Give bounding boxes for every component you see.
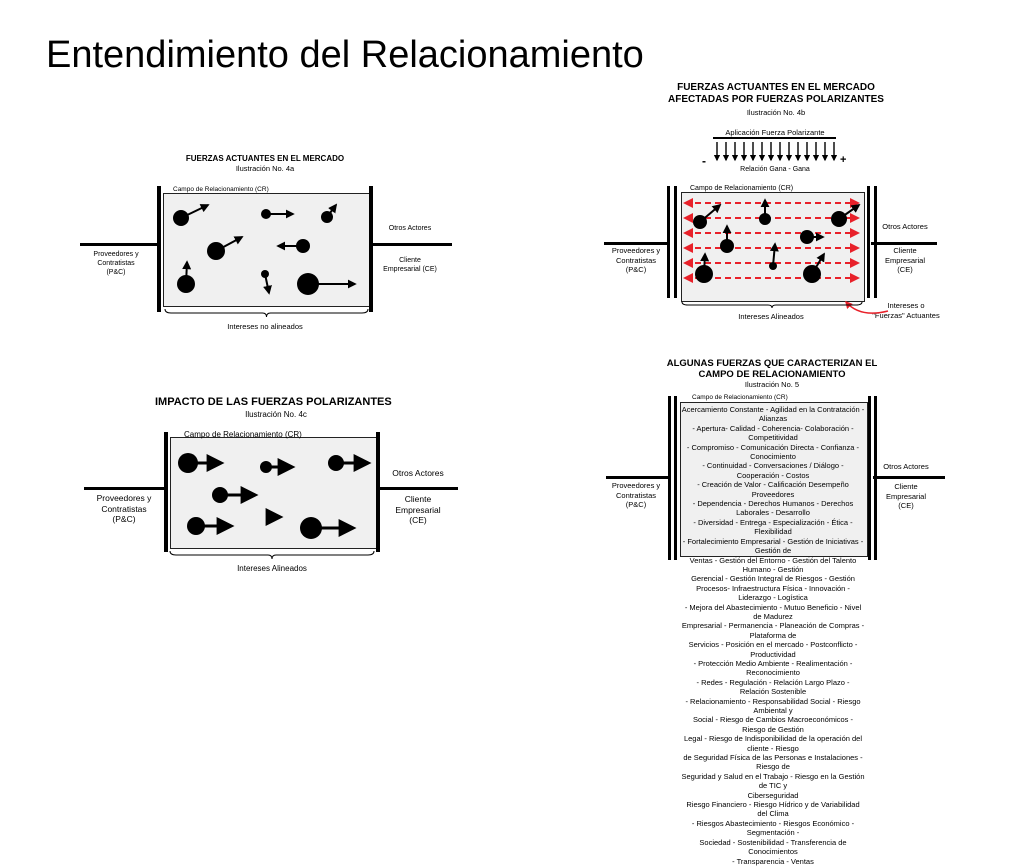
panel-5-title-line1: ALGUNAS FUERZAS QUE CARACTERIZAN EL (666, 358, 878, 369)
forces-line: Acercamiento Constante - Agilidad en la Contratación - Alianzas (681, 405, 865, 424)
panel-4b-minus: - (702, 154, 706, 168)
callout-line: "Fuerzas" Actuantes (872, 310, 940, 320)
panel-4b-field-label: Campo de Relacionamiento (CR) (690, 185, 794, 192)
right-actor-line: Empresarial (395, 504, 441, 515)
callout-arrow (846, 302, 888, 313)
panel-4c-field-label: Campo de Relacionamiento (CR) (184, 430, 302, 439)
right-actor-line: Empresarial (CE) (383, 266, 437, 273)
forces-line: Social - Riesgo de Cambios Macroeconómicos - Riesgo de Gestión (692, 715, 854, 734)
panel-4a-right-actor-top: Otros Actores (388, 225, 432, 232)
page-title: Entendimiento del Relacionamiento (46, 34, 644, 76)
brace (165, 309, 368, 317)
brace (682, 302, 862, 308)
forces-line: Servicios - Posición en el mercado - Postconflicto - Productividad (688, 640, 858, 659)
panel-4c-right-actor-top: Otros Actores (392, 468, 444, 478)
forces-line: Gerencial - Gestión Integral de Riesgos - Gestión (691, 574, 855, 584)
panel-4b-brace-label: Intereses Alineados (738, 312, 804, 321)
panel-5-field-label: Campo de Relacionamiento (CR) (692, 394, 788, 401)
panel-4b-title-line1: FUERZAS ACTUANTES EN EL MERCADO (677, 82, 875, 93)
panel-4c-brace-label: Intereses Alineados (237, 564, 307, 573)
panel-4b-title-line2: AFECTADAS POR FUERZAS POLARIZANTES (668, 94, 884, 105)
panel-4b-forces (685, 138, 888, 313)
forces-line: Procesos- Infraestructura Física - Innovación - Liderazgo - Logística (696, 583, 850, 603)
right-actor-line: Empresarial (885, 491, 927, 501)
left-actor-line: (P&C) (112, 514, 136, 524)
forces-line: - Riesgos Abastecimiento - Riesgos Económico - Segmentación - (691, 818, 855, 838)
panel-4c-title: IMPACTO DE LAS FUERZAS POLARIZANTES (155, 396, 392, 408)
panel-5-subtitle: Ilustración No. 5 (744, 380, 800, 389)
right-actor-line: Cliente (399, 257, 421, 264)
panel-4a-subtitle: Ilustración No. 4a (235, 164, 295, 173)
right-actor-line: Cliente (893, 246, 917, 255)
panel-4a-title: FUERZAS ACTUANTES EN EL MERCADO (185, 154, 345, 163)
forces-line: - Continuidad - Conversaciones / Diálogo - Cooperación - Costos (702, 461, 844, 480)
forces-line: - Compromiso - Comunicación Directa - Confianza - Conocimiento (686, 442, 860, 462)
panel-5-title-line2: CAMPO DE RELACIONAMIENTO (698, 369, 846, 380)
panel-4b-win-label: Relación Gana - Gana (740, 166, 810, 173)
forces-line: Ventas - Gestión del Entorno - Gestión del Talento Humano - Gestión (689, 555, 857, 574)
left-actor-line: Contratistas (615, 255, 657, 265)
panel-4b-right-actor-top: Otros Actores (882, 222, 928, 231)
forces-line: Empresarial - Permanencia - Planeación de Compras - Plataforma de (681, 621, 865, 640)
panel-4b-plus: + (840, 154, 847, 166)
force-arrow (704, 254, 705, 274)
panel-4a-forces (173, 205, 355, 295)
left-actor-line: (P&C) (106, 269, 126, 276)
brace (170, 551, 374, 559)
panel-4b-polar-label: Aplicación Fuerza Polarizante (725, 128, 825, 137)
forces-line: - Relacionamiento - Responsabilidad Social - Riesgo Ambiental y (685, 696, 861, 715)
right-actor-line: (CE) (897, 265, 913, 274)
left-actor-line: Proveedores y (611, 481, 661, 490)
forces-line: - Creación de Valor - Calificación Desempeño Proveedores (697, 480, 849, 499)
force-arrow (186, 262, 187, 284)
panel-4c-subtitle: Ilustración No. 4c (245, 410, 307, 419)
forces-line: Legal - Riesgo de Indisponibilidad de la operación del cliente - Riesgo (683, 734, 863, 753)
forces-line: - Dependencia - Derechos Humanos - Derechos Laborales - Desarrollo (692, 499, 854, 518)
forces-line: Riesgo Financiero - Riesgo Hídrico y de Variabilidad del Clima (686, 800, 860, 819)
panel-4c-forces (178, 453, 368, 539)
panel-5-right-actor-top: Otros Actores (883, 462, 929, 471)
forces-line: - Redes - Regulación - Relación Largo Plazo - Relación Sostenible (696, 677, 850, 697)
left-actor-line: Proveedores y (96, 493, 152, 503)
forces-line: - Apertura- Calidad - Coherencia- Colaboración - Competitividad (692, 423, 854, 443)
left-actor-line: Contratistas (615, 490, 657, 500)
right-actor-line: Cliente (404, 494, 432, 504)
forces-line: - Protección Medio Ambiente - Realimentación - Reconocimiento (693, 658, 853, 678)
forces-line: - Mejora del Abastecimiento - Mutuo Beneficio - Nivel de Madurez (684, 602, 862, 621)
forces-line: Sociedad - Sostenibilidad - Transferencia de Conocimientos (699, 837, 847, 857)
panel-4a-brace-label: Intereses no alineados (227, 322, 303, 331)
forces-line: - Fortalecimiento Empresarial - Gestión de Iniciativas - Gestión de (682, 536, 864, 556)
callout-line: Intereses o (887, 301, 925, 310)
force-arrow (700, 205, 720, 222)
forces-line: de Seguridad Física de las Personas e Instalaciones - Riesgo de (683, 753, 863, 772)
forces-line: Ciberseguridad (747, 790, 799, 800)
right-actor-line: Empresarial (884, 255, 926, 265)
panel-4b-subtitle: Ilustración No. 4b (746, 108, 806, 117)
left-actor-line: Contratistas (97, 260, 135, 267)
left-actor-line: Proveedores y (93, 251, 139, 258)
forces-line: Seguridad y Salud en el Trabajo - Riesgo en la Gestión de TIC y (681, 771, 865, 791)
right-actor-line: Cliente (894, 482, 918, 491)
left-actor-line: Proveedores y (611, 246, 661, 255)
left-actor-line: (P&C) (625, 265, 647, 274)
right-actor-line: (CE) (409, 515, 427, 525)
left-actor-line: (P&C) (625, 500, 647, 509)
forces-line: - Diversidad - Entrega - Especialización - Ética - Flexibilidad (693, 517, 853, 537)
panel-4a-field-label: Campo de Relacionamiento (CR) (173, 186, 269, 193)
left-actor-line: Contratistas (101, 503, 147, 514)
right-actor-line: (CE) (898, 501, 914, 510)
forces-line: - Transparencia - Ventas (732, 856, 814, 866)
